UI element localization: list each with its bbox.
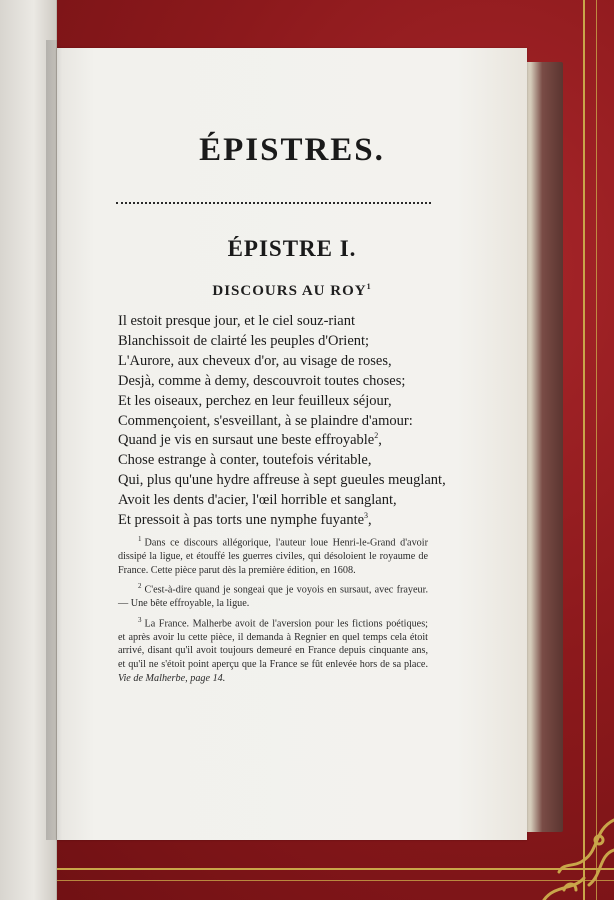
footnote-mark: 3 (138, 615, 142, 624)
poem-line (118, 451, 468, 471)
poem-line (118, 352, 468, 372)
poem-line-text: Et pressoit à pas torts une nymphe fuyante (118, 512, 365, 529)
footnote (118, 614, 428, 685)
poem-line-text: Et les oiseaux, perchez en leur feuilleux séjour, (118, 392, 392, 409)
poem-line-text: Blanchissoit de clairté les peuples d'Orient; (118, 332, 370, 349)
poem-line (118, 412, 468, 432)
epistle-title: ÉPISTRE I. (227, 236, 357, 261)
poem-line (118, 431, 468, 451)
footnote-mark: 1 (138, 535, 142, 543)
poem-line-text: Chose estrange à conter, toutefois véritable, (118, 452, 372, 469)
poem-punctuation: , (368, 512, 372, 529)
note-reference: 2 (374, 431, 379, 441)
footnote-text: Dans ce discours allégorique, l'auteur loue Henri-le-Grand d'avoir dissipé la ligue, et étouffé les guerres civiles, qui désoloient le royaume de France. Cette pièce parut dès la première édition, en 1608. (118, 537, 428, 576)
poem-line-text: Desjà, comme à demy, descouvroit toutes choses; (118, 372, 406, 389)
poem-line (118, 491, 468, 511)
footnote-text: C'est-à-dire quand je songeai que je voyois en sursaut, avec frayeur. — Une bête effroyable, la ligue. (118, 584, 428, 610)
discourse-heading-text: DISCOURS AU ROY (212, 283, 367, 299)
footnote-mark: 2 (138, 582, 142, 591)
gilt-border-line (596, 0, 597, 900)
note-reference: 3 (364, 511, 369, 521)
poem-line (118, 312, 468, 332)
poem-line-text: Il estoit presque jour, et le ciel souz-riant (118, 313, 355, 329)
footnote-text: La France. Malherbe avoit de l'aversion pour les fictions poétiques; et après avoir lu cette pièce, il demanda à Regnier en quel temps cela étoit arrivé, disant qu'il avoit toujours demeuré en France depuis cinquante ans, et qu'il ne s'étoit point aperçu que la France se fût enlevée hors de sa place. (118, 618, 428, 670)
discourse-heading (57, 283, 527, 300)
poem-line-text: L'Aurore, aux cheveux d'or, au visage de roses, (118, 352, 392, 369)
footnote (118, 533, 428, 577)
poem-line-text: Qui, plus qu'une hydre affreuse à sept gueules meuglant, (118, 472, 446, 489)
poem-line (118, 372, 468, 392)
gilt-border-line (583, 0, 585, 900)
page-title: ÉPISTRES. (199, 132, 385, 168)
footnote (118, 580, 428, 611)
poem-line (118, 332, 468, 352)
poem-line-text: Avoit les dents d'acier, l'œil horrible et sanglant, (118, 492, 397, 509)
note-reference: 1 (366, 282, 372, 291)
footnotes (118, 533, 428, 688)
poem-line-text: Quand je vis en sursaut une beste effroyable (118, 432, 375, 449)
footnote-citation: Vie de Malherbe, page 14. (118, 672, 226, 684)
poem-line (118, 511, 468, 531)
poem-punctuation: , (378, 432, 382, 449)
poem-line-text: Commençoient, s'esveillant, à se plaindre d'amour: (118, 412, 413, 429)
decorative-rule (116, 202, 431, 210)
poem-line (118, 392, 468, 412)
poem-text (118, 312, 468, 531)
poem-line (118, 471, 468, 491)
